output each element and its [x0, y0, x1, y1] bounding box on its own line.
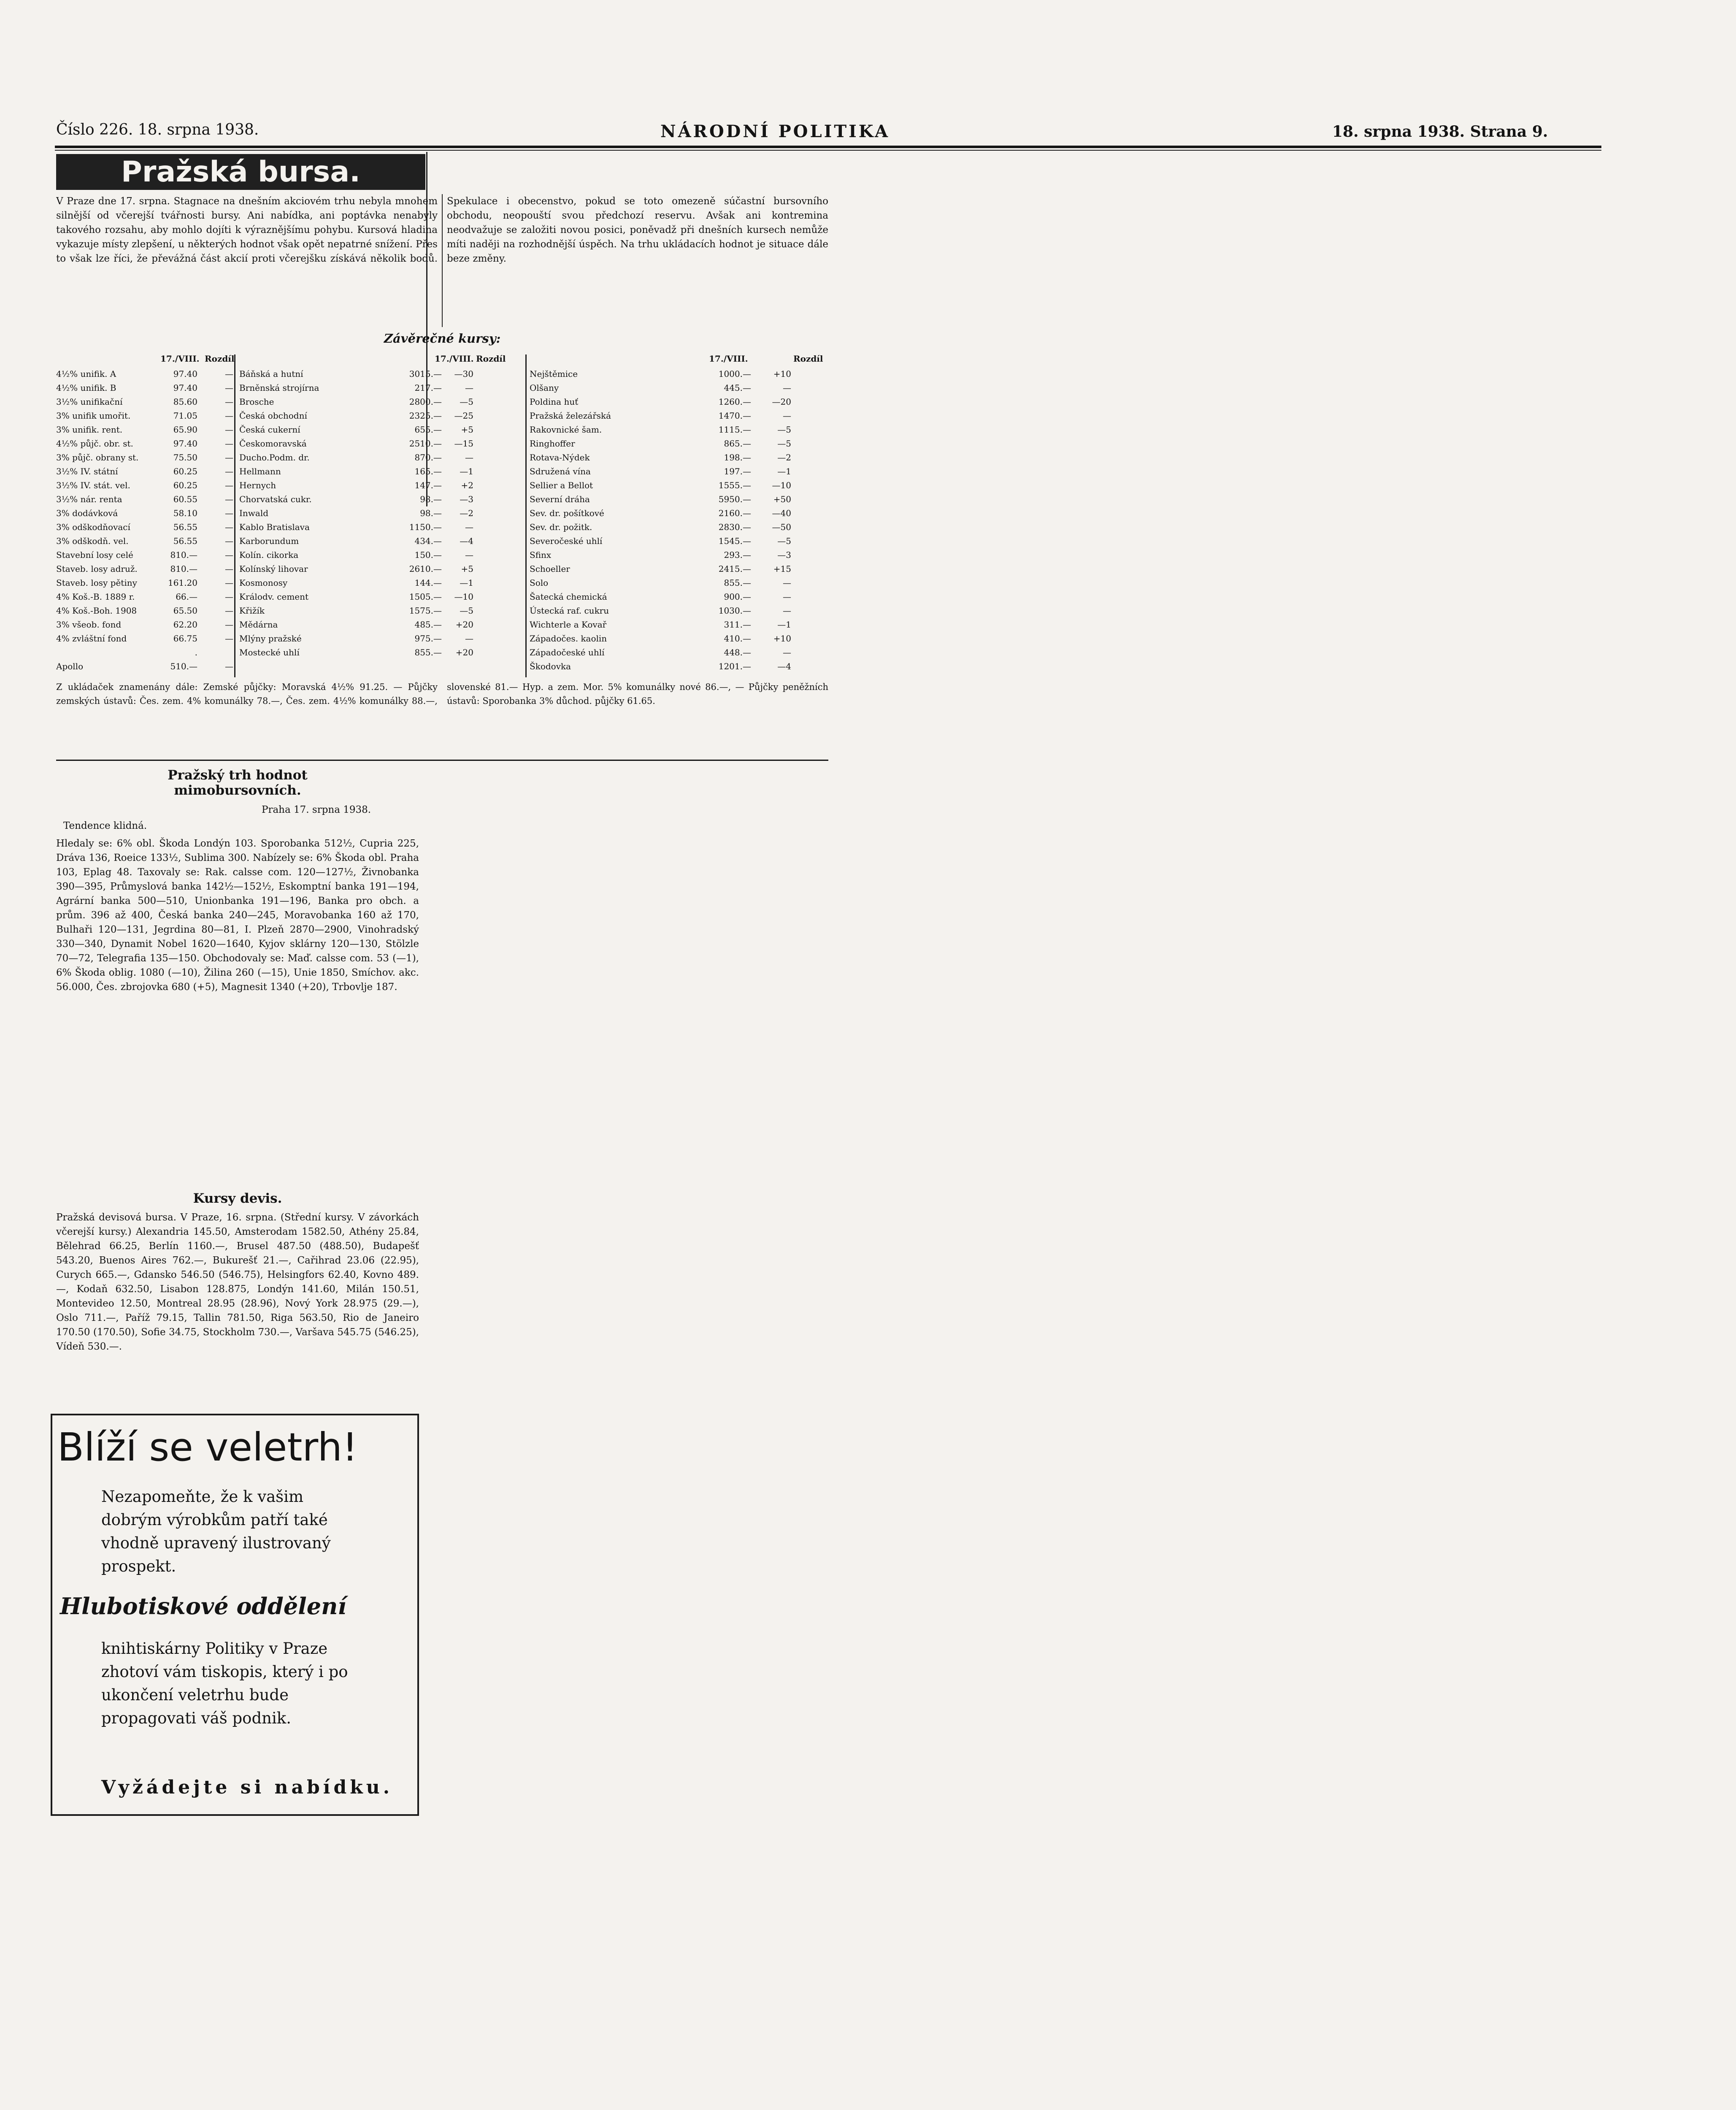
supplementary-rates: Z ukládaček znamenány dále: Zemské půjčky: Moravská 4½% 91.25. — Půjčky zemských ústavů: Čes. zem. 4% komunálky 78.—, Čes. zem. 4½% komunálky 88.—, slovenské 81.— Hyp. a zem. Mor. 5% komunálky nové 86.—, — Půjčky peněžních ústavů: Sporobanka 3% důchod. půjčky 61.65. — [56, 682, 828, 706]
rate-cell: Šatecká chemická — [530, 592, 607, 602]
rate-cell: 1260.— — [718, 397, 751, 407]
date-and-page: 18. srpna 1938. Strana 9. — [1332, 123, 1548, 141]
rate-cell: 655.— — [414, 425, 442, 435]
rate-cell: Brněnská strojírna — [239, 383, 319, 393]
newspaper-title: NÁRODNÍ POLITIKA — [660, 122, 890, 141]
col3-date: 17./VIII. — [709, 354, 748, 364]
fx-heading: Kursy devis. — [193, 1191, 282, 1206]
rate-cell: Olšany — [530, 383, 559, 393]
rate-cell: — — [225, 425, 233, 435]
rate-cell: — — [225, 397, 233, 407]
rate-cell: 2510.— — [409, 438, 442, 449]
rate-cell: — — [225, 619, 233, 630]
table-rule-1 — [234, 354, 235, 677]
rate-cell: — — [225, 494, 233, 504]
rate-cell: —5 — [460, 606, 473, 616]
rate-cell: —1 — [460, 578, 473, 588]
rate-cell: 870.— — [414, 452, 442, 463]
rate-cell: —15 — [454, 438, 473, 449]
rate-cell: 198.— — [724, 452, 751, 463]
rate-cell: —50 — [772, 522, 791, 532]
rate-cell: +15 — [773, 564, 791, 574]
rate-cell: 147.— — [414, 480, 442, 490]
rate-cell: 4% zvláštní fond — [56, 633, 127, 644]
rate-cell: Sdružená vína — [530, 466, 591, 476]
rate-cell: 3½% IV. stát. vel. — [56, 480, 130, 490]
rate-cell: — — [783, 606, 791, 616]
bourse-intro: V Praze dne 17. srpna. Stagnace na dnešním akciovém trhu nebyla mnohem silnější od včerejší tvářnosti bursy. Ani nabídka, ani poptávka nenabyly takového rozsahu, aby mohlo dojíti k výraznějšímu pohybu. Kursová hladina vykazuje místy zlepšení, u některých hodnot však opět nepatrné snížení. Přes to však lze říci, že převážná část akcií proti včerejšku získává několik bodů. Spekulace i obecenstvo, pokud se toto omezeně súčastní bursovního obchodu, neopouští svou předchozí reservu. Avšak ani kontremina neodvažuje se založiti novou posici, poněvadž při dnešních kursech nemůže míti naději na rozhodnější úspěch. Na trhu ukládacích hodnot je situace dále beze změny. — [56, 196, 828, 264]
fair-advertisement — [51, 1414, 419, 1816]
rate-cell: 60.55 — [173, 494, 197, 504]
rate-cell: 65.90 — [173, 425, 197, 435]
rate-cell: — — [225, 592, 233, 602]
rate-cell: Poldina huť — [530, 397, 579, 407]
rate-cell: 3% unifik. rent. — [56, 425, 123, 435]
rate-cell: Škodovka — [530, 661, 571, 671]
rate-cell: Hernych — [239, 480, 276, 490]
rate-cell: Ringhoffer — [530, 438, 575, 449]
rate-cell: 65.50 — [173, 606, 197, 616]
rate-cell: Rotava-Nýdek — [530, 452, 590, 463]
fx-text: Pražská devisová bursa. V Praze, 16. srpna. (Střední kursy. V závorkách včerejší kursy.) Alexandria 145.50, Amsterodam 1582.50, Athény 25.84, Bělehrad 66.25, Berlín 1160.—, Brusel 487.50 (488.50), Budapešť 543.20, Buenos Aires 762.—, Bukurešť 21.—, Cařihrad 23.06 (22.95), Curych 665.—, Gdansko 546.50 (546.75), Helsingfors 62.40, Kovno 489.—, Kodaň 632.50, Lisabon 128.875, Londýn 141.60, Milán 150.51, Montevideo 12.50, Montreal 28.95 (28.96), Nový York 28.975 (29.—), Oslo 711.—, Paříž 79.15, Tallin 781.50, Riga 563.50, Rio de Janeiro 170.50 (170.50), Sofie 34.75, Stockholm 730.—, Varšava 545.75 (546.25), Vídeň 530.—. — [56, 1212, 419, 1352]
rate-cell: Pražská železářská — [530, 411, 611, 421]
rate-cell: Karborundum — [239, 536, 299, 546]
masthead-rule — [55, 146, 1601, 148]
rate-cell: 485.— — [414, 619, 442, 630]
rate-cell: Sev. dr. požitk. — [530, 522, 592, 532]
rate-cell: — — [225, 536, 233, 546]
rate-cell: Wichterle a Kovař — [530, 619, 607, 630]
rate-cell: 865.— — [724, 438, 751, 449]
rate-cell: 2830.— — [718, 522, 751, 532]
ad-department: Hlubotiskové oddělení — [60, 1593, 346, 1620]
rate-cell: 3% půjč. obrany st. — [56, 452, 139, 463]
rate-cell: —10 — [454, 592, 473, 602]
rate-cell: — — [465, 522, 473, 532]
rate-cell: 311.— — [724, 619, 751, 630]
rate-cell: Brosche — [239, 397, 274, 407]
rate-cell: Kablo Bratislava — [239, 522, 310, 532]
rate-cell: —10 — [772, 480, 791, 490]
rate-cell: Křižík — [239, 606, 265, 616]
rate-cell: 75.50 — [173, 452, 197, 463]
rate-cell: — — [225, 564, 233, 574]
rate-cell: Hellmann — [239, 466, 281, 476]
rate-cell — [197, 646, 233, 660]
rate-cell: 4% Koš.-B. 1889 r. — [56, 592, 135, 602]
rate-cell: 810.— — [170, 564, 197, 574]
rate-cell: —5 — [777, 425, 791, 435]
rate-cell: 2415.— — [718, 564, 751, 574]
rate-cell: +5 — [461, 425, 473, 435]
rate-cell: — — [225, 383, 233, 393]
rate-cell: 2160.— — [718, 508, 751, 518]
rate-cell: 144.— — [414, 578, 442, 588]
rate-cell: 1545.— — [718, 536, 751, 546]
rate-cell: — — [225, 606, 233, 616]
rate-cell: +50 — [773, 494, 791, 504]
rate-cell: 60.25 — [173, 480, 197, 490]
rate-cell: — — [225, 480, 233, 490]
rate-cell: — — [465, 452, 473, 463]
rate-cell: 98.— — [420, 508, 442, 518]
rate-cell: 900.— — [724, 592, 751, 602]
bourse-heading — [56, 154, 425, 190]
rate-cell: 4½% unifik. A — [56, 369, 116, 379]
rate-cell: 3% dodávková — [56, 508, 118, 518]
rate-cell: Staveb. losy adruž. — [56, 564, 138, 574]
rate-cell: 161.20 — [168, 578, 197, 588]
rates-table-shares-a — [239, 367, 524, 660]
rate-cell: 855.— — [724, 578, 751, 588]
market-date: Praha 17. srpna 1938. — [262, 804, 371, 815]
rate-cell: +10 — [773, 633, 791, 644]
rate-cell: 150.— — [414, 550, 442, 560]
rate-cell: Rakovnické šam. — [530, 425, 602, 435]
rate-cell: — — [225, 452, 233, 463]
rate-cell: — — [783, 578, 791, 588]
rate-cell: 1505.— — [409, 592, 442, 602]
rates-table-bonds — [56, 367, 233, 674]
rate-cell: 1030.— — [718, 606, 751, 616]
rate-cell: 71.05 — [173, 411, 197, 421]
bourse-heading-text: Pražská bursa. — [121, 155, 360, 189]
rate-cell: — — [783, 411, 791, 421]
rate-cell: —4 — [777, 661, 791, 671]
rate-cell: 445.— — [724, 383, 751, 393]
rate-cell: 3015.— — [409, 369, 442, 379]
market-heading-2: mimobursovních. — [174, 783, 301, 798]
rate-cell: Ústecká raf. cukru — [530, 606, 609, 616]
rate-cell: Mlýny pražské — [239, 633, 302, 644]
rate-cell: 56.55 — [173, 536, 197, 546]
rate-cell: 60.25 — [173, 466, 197, 476]
col1-diff: Rozdíl — [205, 354, 235, 364]
rate-cell: — — [225, 550, 233, 560]
col2-date: 17./VIII. — [435, 354, 474, 364]
rate-cell: Staveb. losy pětiny — [56, 578, 137, 588]
rate-cell: Báňská a hutní — [239, 369, 303, 379]
rate-cell: 2610.— — [409, 564, 442, 574]
rate-cell: 85.60 — [173, 397, 197, 407]
rate-cell: 5950.— — [718, 494, 751, 504]
rate-cell: — — [225, 466, 233, 476]
ad-request-offer: Vyžádejte si nabídku. — [101, 1777, 393, 1798]
rate-cell: 3½% nár. renta — [56, 494, 122, 504]
rate-cell: . — [195, 647, 197, 657]
rate-cell: — — [225, 438, 233, 449]
rate-cell: 434.— — [414, 536, 442, 546]
rate-cell: Západočeské uhlí — [530, 647, 605, 657]
rate-cell: 56.55 — [173, 522, 197, 532]
rate-cell: —20 — [772, 397, 791, 407]
rate-cell: Solo — [530, 578, 549, 588]
rate-cell: —2 — [460, 508, 473, 518]
rate-cell: Severočeské uhlí — [530, 536, 603, 546]
closing-rates-heading: Závěrečné kursy: — [384, 331, 501, 346]
rate-cell: 1575.— — [409, 606, 442, 616]
market-tone: Tendence klidná. — [63, 820, 147, 831]
col3-diff: Rozdíl — [793, 354, 823, 364]
rate-cell: Králodv. cement — [239, 592, 309, 602]
rate-cell: Sfinx — [530, 550, 552, 560]
rate-cell: 97.40 — [173, 383, 197, 393]
rate-cell: 2325.— — [409, 411, 442, 421]
rate-cell: Českomoravská — [239, 438, 307, 449]
rate-cell: Nejštěmice — [530, 369, 578, 379]
rate-cell: Chorvatská cukr. — [239, 494, 312, 504]
masthead-rule-thin — [55, 150, 1601, 151]
rate-cell: 4½% unifik. B — [56, 383, 116, 393]
rate-cell: +5 — [461, 564, 473, 574]
rate-cell: — — [225, 661, 233, 671]
rate-cell: +2 — [461, 480, 473, 490]
rate-cell: — — [783, 383, 791, 393]
ad-text-1: Nezapomeňte, že k vašim dobrým výrobkům patří také vhodně upravený ilustrovaný prospekt. — [101, 1488, 331, 1575]
rate-cell: 97.40 — [173, 369, 197, 379]
rate-cell: Sev. dr. pošítkové — [530, 508, 604, 518]
rate-cell: 1201.— — [718, 661, 751, 671]
rate-cell: — — [225, 578, 233, 588]
table-rule-2 — [525, 354, 527, 677]
rate-cell: Kolín. cikorka — [239, 550, 299, 560]
rate-cell: —1 — [777, 466, 791, 476]
rate-cell: Schoeller — [530, 564, 570, 574]
rate-cell: —5 — [777, 536, 791, 546]
rate-cell: 197.— — [724, 466, 751, 476]
rate-cell: 62.20 — [173, 619, 197, 630]
ad-text-2: knihtiskárny Politiky v Praze zhotoví vám tiskopis, který i po ukončení veletrhu bude propagovati váš podnik. — [101, 1639, 348, 1727]
rate-cell: —5 — [460, 397, 473, 407]
rate-cell: 1115.— — [718, 425, 751, 435]
rate-cell: 217.— — [414, 383, 442, 393]
rate-cell: 58.10 — [173, 508, 197, 518]
rate-cell: 810.— — [170, 550, 197, 560]
rate-cell: —25 — [454, 411, 473, 421]
rate-cell: Apollo — [56, 661, 84, 671]
rate-cell: 4% Koš.-Boh. 1908 — [56, 606, 137, 616]
rate-cell: +20 — [455, 619, 473, 630]
rate-cell: 3% všeob. fond — [56, 619, 122, 630]
rate-cell: Sellier a Bellot — [530, 480, 593, 490]
rate-cell: Stavební losy celé — [56, 550, 133, 560]
rate-cell: — — [225, 522, 233, 532]
col2-diff: Rozdíl — [476, 354, 506, 364]
rate-cell: —4 — [460, 536, 473, 546]
rate-cell: —1 — [460, 466, 473, 476]
rate-cell: —3 — [460, 494, 473, 504]
rate-cell: 3% odškodň. vel. — [56, 536, 129, 546]
rate-cell: 165.— — [414, 466, 442, 476]
rate-cell: 3% odškodňovací — [56, 522, 130, 532]
rate-cell: — — [783, 647, 791, 657]
rate-cell: 510.— — [170, 661, 197, 671]
rate-cell: 4½% půjč. obr. st. — [56, 438, 133, 449]
rate-cell: Mostecké uhlí — [239, 647, 300, 657]
issue-number: Číslo 226. 18. srpna 1938. — [56, 121, 259, 138]
rate-cell: 98.— — [420, 494, 442, 504]
rate-cell: — — [465, 633, 473, 644]
rate-cell: —40 — [772, 508, 791, 518]
rate-cell: 448.— — [724, 647, 751, 657]
rate-cell: Inwald — [239, 508, 269, 518]
rate-cell: Česká obchodní — [239, 411, 307, 421]
rate-cell: 293.— — [724, 550, 751, 560]
ad-headline: Blíží se veletrh! — [57, 1425, 358, 1470]
rate-cell: Ducho.Podm. dr. — [239, 452, 310, 463]
rate-cell: 66.— — [176, 592, 197, 602]
rate-cell: — — [225, 411, 233, 421]
rate-cell: +10 — [773, 369, 791, 379]
rate-cell: —5 — [777, 438, 791, 449]
rate-cell: 66.75 — [173, 633, 197, 644]
rate-cell: —2 — [777, 452, 791, 463]
rate-cell: —1 — [777, 619, 791, 630]
market-heading-1: Pražský trh hodnot — [168, 768, 308, 783]
rate-cell: 1000.— — [718, 369, 751, 379]
rate-cell: 855.— — [414, 647, 442, 657]
rate-cell: 3½% IV. státní — [56, 466, 118, 476]
rate-cell: Severní dráha — [530, 494, 590, 504]
rate-cell: 1150.— — [409, 522, 442, 532]
rate-cell: 3% unifik umořit. — [56, 411, 131, 421]
rate-cell: 1470.— — [718, 411, 751, 421]
rate-cell: — — [465, 383, 473, 393]
rate-cell: — — [225, 633, 233, 644]
rate-cell: — — [783, 592, 791, 602]
rate-cell: — — [465, 550, 473, 560]
rates-table-shares-b — [530, 367, 828, 674]
rate-cell: 1555.— — [718, 480, 751, 490]
rate-cell: Západočes. kaolin — [530, 633, 607, 644]
rate-cell: +20 — [455, 647, 473, 657]
rate-cell: — — [225, 508, 233, 518]
col1-date: 17./VIII. — [160, 354, 200, 364]
rate-cell: 975.— — [414, 633, 442, 644]
rate-cell: 2800.— — [409, 397, 442, 407]
rate-cell: —3 — [777, 550, 791, 560]
rate-cell: Kolínský lihovar — [239, 564, 308, 574]
rate-cell: Kosmonosy — [239, 578, 288, 588]
rate-cell: 3½% unifikační — [56, 397, 123, 407]
rate-cell: 97.40 — [173, 438, 197, 449]
rate-cell: Česká cukerní — [239, 425, 300, 435]
market-text: Hledaly se: 6% obl. Škoda Londýn 103. Sporobanka 512½, Cupria 225, Dráva 136, Roeice 133½, Sublima 300. Nabízely se: 6% Škoda obl. Praha 103, Eplag 48. Taxovaly se: Rak. calsse com. 120—127½, Živnobanka 390—395, Průmyslová banka 142½—152½, Eskomptní banka 191—194, Agrární banka 500—510, Unionbanka 191—196, Banka pro obch. a prům. 396 až 400, Česká banka 240—245, Moravobanka 160 až 170, Bulhaři 120—131, Jegrdina 80—81, I. Plzeň 2870—2900, Vinohradský 330—340, Dynamit Nobel 1620—1640, Kyjov sklárny 120—130, Stölzle 70—72, Telegrafia 135—150. Obchodovaly se: Maď. calsse com. 53 (—1), 6% Škoda oblig. 1080 (—10), Žilina 260 (—15), Unie 1850, Smíchov. akc. 56.000, Čes. zbrojovka 680 (+5), Magnesit 1340 (+20), Trbovlje 187. — [56, 838, 419, 993]
section-rule — [56, 760, 828, 761]
rate-cell: — — [225, 369, 233, 379]
rate-cell — [56, 646, 147, 660]
rate-cell: —30 — [454, 369, 473, 379]
rate-cell: 410.— — [724, 633, 751, 644]
rate-cell: Mědárna — [239, 619, 278, 630]
